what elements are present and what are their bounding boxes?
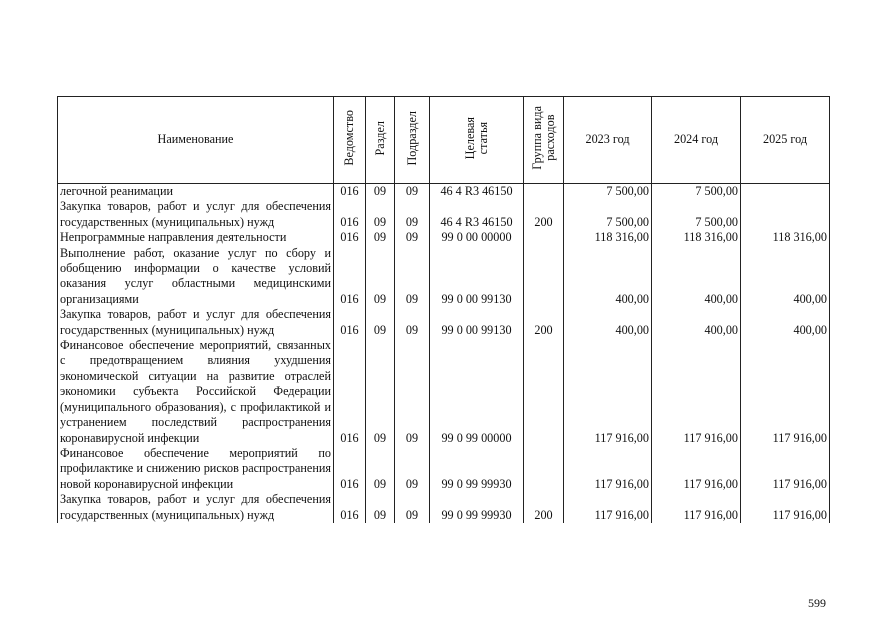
cell-2025: 117 916,00 — [741, 446, 830, 492]
cell-vedomstvo: 016 — [334, 184, 366, 200]
cell-vedomstvo: 016 — [334, 307, 366, 338]
cell-2023: 7 500,00 — [564, 199, 652, 230]
cell-name: Закупка товаров, работ и услуг для обеспечения государственных (муниципальных) нужд — [58, 492, 334, 523]
cell-name: Непрограммные направления деятельности — [58, 230, 334, 245]
cell-name: Финансовое обеспечение мероприятий, связанных с предотвращением влияния ухудшения экономической ситуации на развитие отраслей экономики субъекта Российской Федерации (муниципального образования), с профилактикой и устранением последствий распространения коронавирусной инфекции — [58, 338, 334, 446]
table-row — [58, 246, 830, 308]
cell-razdel: 09 — [366, 307, 395, 338]
cell-gruppa-vida — [524, 246, 564, 308]
header-celevaya-statya: Целевая статья — [430, 97, 524, 184]
cell-name: Выполнение работ, оказание услуг по сбору и обобщению информации о качестве условий оказания услуг областными медицинскими организациями — [58, 246, 334, 308]
cell-razdel: 09 — [366, 338, 395, 446]
cell-podrazdel: 09 — [395, 246, 430, 308]
cell-celevaya-statya: 99 0 00 00000 — [430, 230, 524, 245]
page-number: 599 — [808, 596, 826, 610]
header-vedomstvo: Ведомство — [334, 97, 366, 184]
cell-celevaya-statya: 99 0 99 00000 — [430, 338, 524, 446]
cell-2023: 117 916,00 — [564, 338, 652, 446]
cell-2025: 118 316,00 — [741, 230, 830, 245]
cell-name: легочной реанимации — [58, 184, 334, 200]
cell-vedomstvo: 016 — [334, 446, 366, 492]
cell-gruppa-vida: 200 — [524, 307, 564, 338]
table-row — [58, 492, 830, 523]
cell-2023: 400,00 — [564, 246, 652, 308]
cell-razdel: 09 — [366, 230, 395, 245]
cell-razdel: 09 — [366, 492, 395, 523]
table-row — [58, 230, 830, 245]
cell-gruppa-vida: 200 — [524, 199, 564, 230]
cell-podrazdel: 09 — [395, 184, 430, 200]
header-razdel: Раздел — [366, 97, 395, 184]
cell-2025 — [741, 184, 830, 200]
cell-2024: 400,00 — [652, 246, 741, 308]
table-row — [58, 338, 830, 446]
cell-2023: 117 916,00 — [564, 446, 652, 492]
cell-celevaya-statya: 46 4 R3 46150 — [430, 184, 524, 200]
cell-name: Финансовое обеспечение мероприятий по профилактике и снижению рисков распространения новой коронавирусной инфекции — [58, 446, 334, 492]
cell-razdel: 09 — [366, 199, 395, 230]
cell-name: Закупка товаров, работ и услуг для обеспечения государственных (муниципальных) нужд — [58, 307, 334, 338]
cell-2023: 7 500,00 — [564, 184, 652, 200]
budget-table — [57, 96, 830, 523]
cell-2024: 117 916,00 — [652, 338, 741, 446]
cell-2023: 117 916,00 — [564, 492, 652, 523]
cell-celevaya-statya: 99 0 00 99130 — [430, 246, 524, 308]
cell-gruppa-vida: 200 — [524, 492, 564, 523]
cell-podrazdel: 09 — [395, 307, 430, 338]
table-body — [58, 184, 830, 523]
cell-vedomstvo: 016 — [334, 492, 366, 523]
cell-podrazdel: 09 — [395, 199, 430, 230]
cell-celevaya-statya: 99 0 99 99930 — [430, 446, 524, 492]
cell-vedomstvo: 016 — [334, 199, 366, 230]
cell-2024: 7 500,00 — [652, 184, 741, 200]
cell-podrazdel: 09 — [395, 338, 430, 446]
cell-2023: 118 316,00 — [564, 230, 652, 245]
cell-podrazdel: 09 — [395, 492, 430, 523]
cell-2023: 400,00 — [564, 307, 652, 338]
cell-2025 — [741, 199, 830, 230]
cell-razdel: 09 — [366, 246, 395, 308]
header-2023: 2023 год — [564, 97, 652, 184]
table-header-row — [58, 97, 830, 184]
cell-2024: 117 916,00 — [652, 492, 741, 523]
header-2025: 2025 год — [741, 97, 830, 184]
header-gruppa-vida-rashodov: Группа вида расходов — [524, 97, 564, 184]
cell-gruppa-vida — [524, 338, 564, 446]
table-row — [58, 184, 830, 200]
cell-celevaya-statya: 46 4 R3 46150 — [430, 199, 524, 230]
cell-2024: 400,00 — [652, 307, 741, 338]
cell-2025: 400,00 — [741, 246, 830, 308]
header-name: Наименование — [58, 97, 334, 184]
cell-2025: 400,00 — [741, 307, 830, 338]
cell-2025: 117 916,00 — [741, 338, 830, 446]
header-2024: 2024 год — [652, 97, 741, 184]
cell-vedomstvo: 016 — [334, 246, 366, 308]
cell-razdel: 09 — [366, 446, 395, 492]
cell-2024: 117 916,00 — [652, 446, 741, 492]
cell-celevaya-statya: 99 0 00 99130 — [430, 307, 524, 338]
cell-podrazdel: 09 — [395, 230, 430, 245]
table-row — [58, 446, 830, 492]
cell-podrazdel: 09 — [395, 446, 430, 492]
cell-gruppa-vida — [524, 184, 564, 200]
cell-celevaya-statya: 99 0 99 99930 — [430, 492, 524, 523]
cell-gruppa-vida — [524, 446, 564, 492]
cell-2024: 118 316,00 — [652, 230, 741, 245]
cell-vedomstvo: 016 — [334, 338, 366, 446]
cell-2024: 7 500,00 — [652, 199, 741, 230]
cell-name: Закупка товаров, работ и услуг для обеспечения государственных (муниципальных) нужд — [58, 199, 334, 230]
cell-vedomstvo: 016 — [334, 230, 366, 245]
table-row — [58, 307, 830, 338]
cell-razdel: 09 — [366, 184, 395, 200]
cell-gruppa-vida — [524, 230, 564, 245]
header-podrazdel: Подраздел — [395, 97, 430, 184]
cell-2025: 117 916,00 — [741, 492, 830, 523]
table-row — [58, 199, 830, 230]
